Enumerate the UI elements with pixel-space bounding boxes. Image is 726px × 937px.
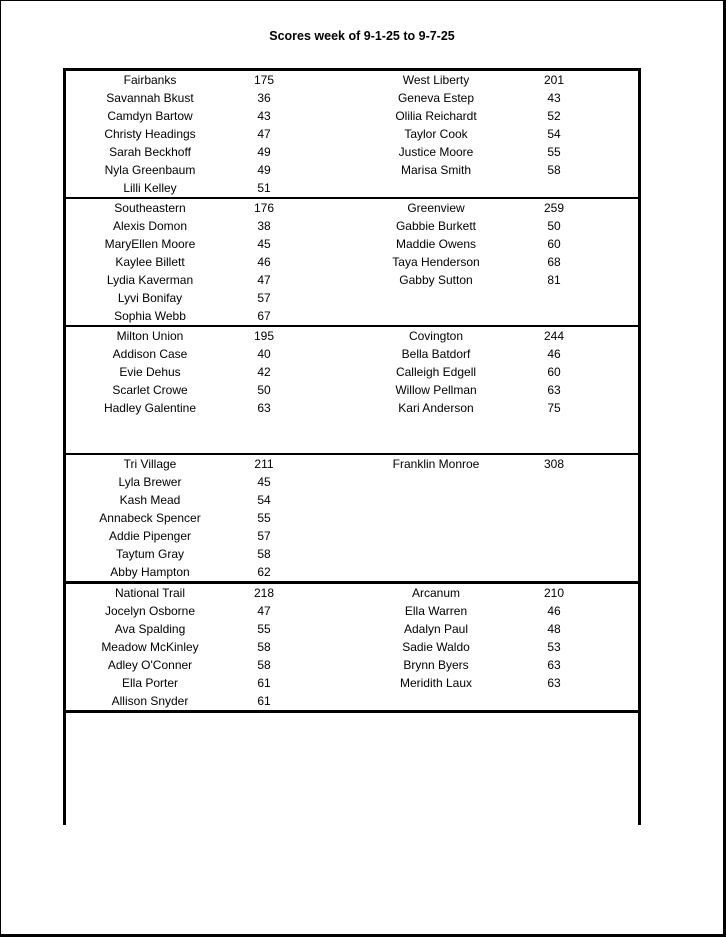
empty-cell xyxy=(523,473,585,491)
player-score-cell: 47 xyxy=(257,273,271,287)
empty-cell xyxy=(523,545,585,563)
spacer-cell xyxy=(294,381,349,399)
team-score-cell: 259 xyxy=(543,201,565,215)
player-score-cell: 48 xyxy=(547,622,561,636)
spacer-cell xyxy=(294,656,349,674)
empty-cell xyxy=(523,563,585,581)
empty-cell xyxy=(523,692,585,710)
spacer-cell xyxy=(294,307,349,325)
spacer-cell xyxy=(585,417,638,435)
team-name-cell: Covington xyxy=(408,329,464,343)
empty-cell xyxy=(523,435,585,453)
team-score-cell: 244 xyxy=(543,329,565,343)
empty-cell xyxy=(349,749,523,767)
player-name-cell: Ava Spalding xyxy=(114,622,186,636)
spacer-cell xyxy=(585,584,638,602)
empty-cell xyxy=(66,785,234,803)
player-score-cell: 50 xyxy=(257,383,271,397)
spacer-cell xyxy=(585,435,638,453)
player-score-cell: 60 xyxy=(547,237,561,251)
player-score-cell: 57 xyxy=(257,291,271,305)
player-name-cell: Savannah Bkust xyxy=(106,91,194,105)
spacer-cell xyxy=(294,491,349,509)
spacer-cell xyxy=(585,399,638,417)
player-name-cell: Camdyn Bartow xyxy=(107,109,193,123)
score-block xyxy=(66,710,638,839)
spacer-cell xyxy=(294,217,349,235)
player-score-cell: 47 xyxy=(257,127,271,141)
player-score-cell: 68 xyxy=(547,255,561,269)
player-name-cell: Justice Moore xyxy=(398,145,474,159)
spacer-cell xyxy=(294,89,349,107)
spacer-cell xyxy=(585,749,638,767)
player-score-cell: 54 xyxy=(547,127,561,141)
spacer-cell xyxy=(585,692,638,710)
player-score-cell: 52 xyxy=(547,109,561,123)
spacer-cell xyxy=(294,345,349,363)
player-name-cell: Taya Henderson xyxy=(392,255,480,269)
player-name-cell: Calleigh Edgell xyxy=(395,365,477,379)
spacer-cell xyxy=(585,107,638,125)
empty-cell xyxy=(523,289,585,307)
spacer-cell xyxy=(585,345,638,363)
empty-cell xyxy=(349,767,523,785)
player-name-cell: Sadie Waldo xyxy=(402,640,470,654)
empty-cell xyxy=(349,692,523,710)
empty-cell xyxy=(349,731,523,749)
empty-cell xyxy=(234,785,294,803)
empty-cell xyxy=(523,749,585,767)
score-block xyxy=(66,325,638,453)
spacer-cell xyxy=(585,161,638,179)
player-score-cell: 46 xyxy=(547,347,561,361)
empty-cell xyxy=(66,767,234,785)
spacer-cell xyxy=(294,563,349,581)
spacer-cell xyxy=(585,253,638,271)
player-score-cell: 75 xyxy=(547,401,561,415)
empty-cell xyxy=(523,417,585,435)
empty-cell xyxy=(523,509,585,527)
spacer-cell xyxy=(294,527,349,545)
spacer-cell xyxy=(585,527,638,545)
player-name-cell: Lyvi Bonifay xyxy=(117,291,183,305)
player-score-cell: 58 xyxy=(257,658,271,672)
player-score-cell: 50 xyxy=(547,219,561,233)
player-name-cell: Olilia Reichardt xyxy=(395,109,477,123)
team-name-cell: West Liberty xyxy=(402,73,470,87)
spacer-cell xyxy=(294,749,349,767)
empty-cell xyxy=(234,767,294,785)
spacer-cell xyxy=(585,767,638,785)
spacer-cell xyxy=(585,491,638,509)
empty-cell xyxy=(523,307,585,325)
player-score-cell: 45 xyxy=(257,237,271,251)
empty-cell xyxy=(66,803,234,821)
empty-cell xyxy=(234,803,294,821)
spacer-cell xyxy=(585,563,638,581)
spacer-cell xyxy=(294,545,349,563)
spacer-cell xyxy=(585,289,638,307)
team-score-cell: 201 xyxy=(543,73,565,87)
spacer-cell xyxy=(294,143,349,161)
empty-cell xyxy=(349,307,523,325)
spacer-cell xyxy=(294,473,349,491)
player-name-cell: Ella Porter xyxy=(121,676,179,690)
player-score-cell: 43 xyxy=(257,109,271,123)
player-name-cell: Christy Headings xyxy=(104,127,196,141)
spacer-cell xyxy=(585,307,638,325)
spacer-cell xyxy=(585,271,638,289)
empty-cell xyxy=(349,289,523,307)
spacer-cell xyxy=(585,143,638,161)
empty-cell xyxy=(523,785,585,803)
empty-cell xyxy=(349,785,523,803)
player-name-cell: Annabeck Spencer xyxy=(99,511,201,525)
spacer-cell xyxy=(585,620,638,638)
player-name-cell: Kash Mead xyxy=(119,493,181,507)
empty-cell xyxy=(66,417,234,435)
spacer-cell xyxy=(294,785,349,803)
spacer-cell xyxy=(294,638,349,656)
empty-cell xyxy=(349,417,523,435)
empty-cell xyxy=(66,731,234,749)
spacer-cell xyxy=(585,656,638,674)
spacer-cell xyxy=(294,399,349,417)
player-score-cell: 67 xyxy=(257,309,271,323)
player-score-cell: 60 xyxy=(547,365,561,379)
spacer-cell xyxy=(585,199,638,217)
player-name-cell: Kari Anderson xyxy=(398,401,474,415)
team-name-cell: Franklin Monroe xyxy=(392,457,480,471)
spacer-cell xyxy=(294,125,349,143)
player-score-cell: 49 xyxy=(257,145,271,159)
player-name-cell: Kaylee Billett xyxy=(115,255,185,269)
team-score-cell: 308 xyxy=(543,457,565,471)
player-score-cell: 49 xyxy=(257,163,271,177)
spacer-cell xyxy=(294,253,349,271)
player-name-cell: Lydia Kaverman xyxy=(106,273,194,287)
spacer-cell xyxy=(585,125,638,143)
team-score-cell: 210 xyxy=(543,586,565,600)
score-block xyxy=(66,453,638,581)
player-score-cell: 63 xyxy=(547,658,561,672)
player-name-cell: Marisa Smith xyxy=(400,163,471,177)
player-name-cell: Allison Snyder xyxy=(111,694,189,708)
team-score-cell: 195 xyxy=(253,329,275,343)
page-title: Scores week of 9-1-25 to 9-7-25 xyxy=(269,29,455,43)
player-name-cell: Jocelyn Osborne xyxy=(104,604,196,618)
spacer-cell xyxy=(294,767,349,785)
player-score-cell: 55 xyxy=(257,622,271,636)
spacer-cell xyxy=(294,620,349,638)
player-score-cell: 62 xyxy=(257,565,271,579)
player-name-cell: Meridith Laux xyxy=(399,676,473,690)
player-name-cell: Willow Pellman xyxy=(395,383,477,397)
spacer-cell xyxy=(294,417,349,435)
player-name-cell: Taytum Gray xyxy=(115,547,184,561)
player-score-cell: 55 xyxy=(257,511,271,525)
empty-cell xyxy=(349,713,523,731)
empty-cell xyxy=(234,713,294,731)
spacer-cell xyxy=(585,803,638,821)
player-score-cell: 57 xyxy=(257,529,271,543)
spacer-cell xyxy=(585,217,638,235)
player-name-cell: Addie Pipenger xyxy=(108,529,192,543)
player-name-cell: Lilli Kelley xyxy=(123,181,177,195)
player-score-cell: 81 xyxy=(547,273,561,287)
team-score-cell: 218 xyxy=(253,586,275,600)
spacer-cell xyxy=(585,455,638,473)
player-name-cell: Bella Batdorf xyxy=(401,347,471,361)
spacer-cell xyxy=(294,327,349,345)
player-name-cell: Scarlet Crowe xyxy=(112,383,188,397)
spacer-cell xyxy=(585,473,638,491)
spacer-cell xyxy=(294,271,349,289)
spacer-cell xyxy=(294,107,349,125)
player-score-cell: 42 xyxy=(257,365,271,379)
empty-cell xyxy=(349,473,523,491)
empty-cell xyxy=(66,749,234,767)
player-score-cell: 63 xyxy=(257,401,271,415)
score-table xyxy=(63,68,641,842)
player-score-cell: 58 xyxy=(257,640,271,654)
spacer-cell xyxy=(294,71,349,89)
empty-cell xyxy=(66,435,234,453)
player-score-cell: 61 xyxy=(257,676,271,690)
empty-cell xyxy=(523,527,585,545)
spacer-cell xyxy=(585,71,638,89)
player-score-cell: 63 xyxy=(547,676,561,690)
score-block xyxy=(66,581,638,710)
spacer-cell xyxy=(585,638,638,656)
spacer-cell xyxy=(294,235,349,253)
player-name-cell: Taylor Cook xyxy=(404,127,468,141)
player-name-cell: Meadow McKinley xyxy=(101,640,199,654)
empty-cell xyxy=(349,491,523,509)
spacer-cell xyxy=(294,731,349,749)
spacer-cell xyxy=(585,509,638,527)
player-name-cell: Sophia Webb xyxy=(114,309,186,323)
player-name-cell: Abby Hampton xyxy=(110,565,190,579)
player-score-cell: 51 xyxy=(257,181,271,195)
player-name-cell: Sarah Beckhoff xyxy=(109,145,191,159)
spacer-cell xyxy=(294,692,349,710)
spacer-cell xyxy=(294,455,349,473)
player-score-cell: 61 xyxy=(257,694,271,708)
team-name-cell: Southeastern xyxy=(114,201,186,215)
spacer-cell xyxy=(294,289,349,307)
spacer-cell xyxy=(294,435,349,453)
player-score-cell: 40 xyxy=(257,347,271,361)
blank-area xyxy=(63,825,641,937)
player-name-cell: Lyla Brewer xyxy=(118,475,182,489)
empty-cell xyxy=(349,179,523,197)
empty-cell xyxy=(234,731,294,749)
empty-cell xyxy=(349,435,523,453)
player-name-cell: Adalyn Paul xyxy=(403,622,469,636)
spacer-cell xyxy=(294,674,349,692)
player-name-cell: Ella Warren xyxy=(404,604,468,618)
spacer-cell xyxy=(294,509,349,527)
spacer-cell xyxy=(585,363,638,381)
spacer-cell xyxy=(585,381,638,399)
spacer-cell xyxy=(294,803,349,821)
player-name-cell: Adley O'Conner xyxy=(107,658,193,672)
empty-cell xyxy=(349,803,523,821)
empty-cell xyxy=(523,491,585,509)
player-name-cell: Geneva Estep xyxy=(397,91,475,105)
player-score-cell: 54 xyxy=(257,493,271,507)
player-name-cell: Gabby Sutton xyxy=(399,273,473,287)
team-name-cell: Milton Union xyxy=(116,329,184,343)
player-name-cell: Maddie Owens xyxy=(395,237,477,251)
spacer-cell xyxy=(294,363,349,381)
spacer-cell xyxy=(585,89,638,107)
spacer-cell xyxy=(294,602,349,620)
empty-cell xyxy=(349,509,523,527)
player-score-cell: 43 xyxy=(547,91,561,105)
empty-cell xyxy=(234,417,294,435)
empty-cell xyxy=(523,731,585,749)
score-block xyxy=(66,197,638,325)
empty-cell xyxy=(66,713,234,731)
team-name-cell: National Trail xyxy=(114,586,186,600)
empty-cell xyxy=(349,527,523,545)
spacer-cell xyxy=(294,161,349,179)
player-name-cell: Alexis Domon xyxy=(112,219,188,233)
team-score-cell: 176 xyxy=(253,201,275,215)
empty-cell xyxy=(349,545,523,563)
player-score-cell: 45 xyxy=(257,475,271,489)
score-block xyxy=(66,71,638,197)
team-score-cell: 175 xyxy=(253,73,275,87)
player-name-cell: Addison Case xyxy=(112,347,188,361)
player-name-cell: Gabbie Burkett xyxy=(395,219,477,233)
empty-cell xyxy=(234,749,294,767)
player-score-cell: 58 xyxy=(547,163,561,177)
empty-cell xyxy=(234,435,294,453)
spacer-cell xyxy=(294,713,349,731)
spacer-cell xyxy=(294,199,349,217)
spacer-cell xyxy=(585,179,638,197)
empty-cell xyxy=(523,803,585,821)
spacer-cell xyxy=(585,327,638,345)
spacer-cell xyxy=(585,235,638,253)
player-name-cell: Evie Dehus xyxy=(119,365,181,379)
spacer-cell xyxy=(585,674,638,692)
empty-cell xyxy=(523,179,585,197)
team-name-cell: Arcanum xyxy=(411,586,461,600)
spacer-cell xyxy=(585,602,638,620)
player-score-cell: 58 xyxy=(257,547,271,561)
spacer-cell xyxy=(585,731,638,749)
player-score-cell: 53 xyxy=(547,640,561,654)
team-score-cell: 211 xyxy=(254,457,274,471)
spacer-cell xyxy=(585,713,638,731)
player-score-cell: 55 xyxy=(547,145,561,159)
player-score-cell: 46 xyxy=(547,604,561,618)
spacer-cell xyxy=(585,785,638,803)
team-name-cell: Tri Village xyxy=(123,457,177,471)
spacer-cell xyxy=(294,179,349,197)
player-score-cell: 63 xyxy=(547,383,561,397)
player-score-cell: 46 xyxy=(257,255,271,269)
player-name-cell: Nyla Greenbaum xyxy=(104,163,196,177)
player-name-cell: Hadley Galentine xyxy=(103,401,197,415)
team-name-cell: Greenview xyxy=(407,201,465,215)
player-score-cell: 36 xyxy=(257,91,271,105)
spacer-cell xyxy=(294,584,349,602)
spacer-cell xyxy=(585,545,638,563)
empty-cell xyxy=(523,767,585,785)
player-name-cell: MaryEllen Moore xyxy=(104,237,196,251)
team-name-cell: Fairbanks xyxy=(123,73,177,87)
empty-cell xyxy=(349,563,523,581)
player-name-cell: Brynn Byers xyxy=(403,658,469,672)
empty-cell xyxy=(523,713,585,731)
player-score-cell: 47 xyxy=(257,604,271,618)
player-score-cell: 38 xyxy=(257,219,271,233)
